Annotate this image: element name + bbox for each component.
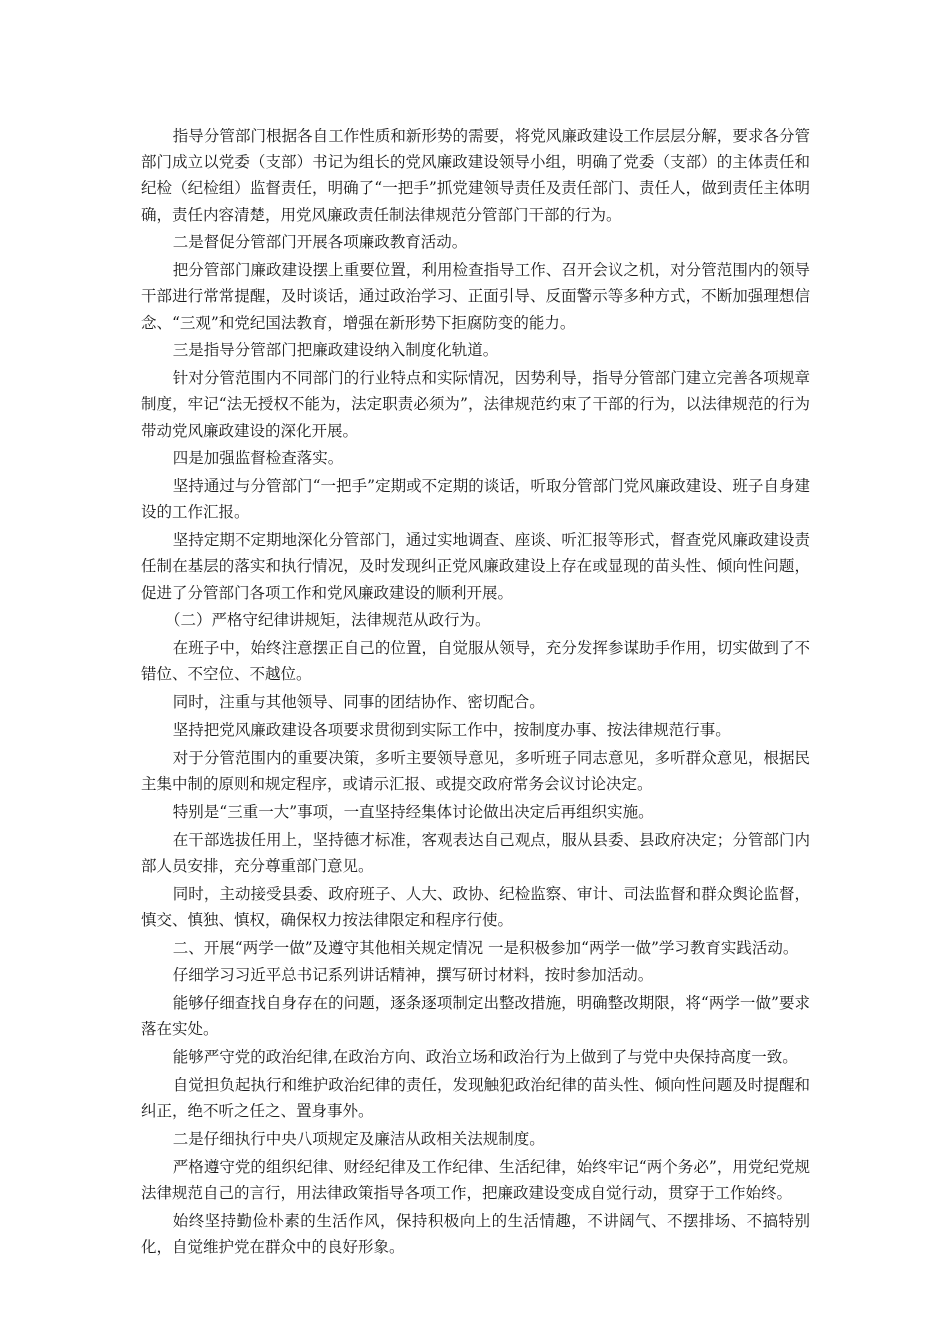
paragraph: 能够严守党的政治纪律,在政治方向、政治立场和政治行为上做到了与党中央保持高度一致。: [172, 1048, 798, 1067]
paragraph: 指导分管部门根据各自工作性质和新形势的需要，将党风廉政建设工作层层分解，要求各分管部门成立以党委（支部）书记为组长的党风廉政建设领导小组，明确了党委（支部）的主体责任和纪检（纪检组）监督责任，明确了“一把手”抓党建领导责任及责任部门、责任人，做到责任主体明确，责任内容清楚，用党风廉政责任制法律规范分管部门干部的行为。: [141, 127, 810, 224]
paragraph: 坚持定期不定期地深化分管部门，通过实地调查、座谈、听汇报等形式，督查党风廉政建设责任制在基层的落实和执行情况，及时发现纠正党风廉政建设上存在或显现的苗头性、倾向性问题，促进了分管部门各项工作和党风廉政建设的顺利开展。: [141, 531, 810, 602]
document-body: [141, 123, 810, 1262]
section-heading: 二是督促分管部门开展各项廉政教育活动。: [172, 233, 468, 252]
paragraph: 仔细学习习近平总书记系列讲话精神，撰写研讨材料，按时参加活动。: [172, 966, 654, 985]
paragraph: 自觉担负起执行和维护政治纪律的责任，发现触犯政治纪律的苗头性、倾向性问题及时提醒和纠正，绝不听之任之、置身事外。: [141, 1075, 810, 1121]
paragraph: 同时，注重与其他领导、同事的团结协作、密切配合。: [172, 693, 545, 712]
paragraph: 在干部选拔任用上，坚持德才标准，客观表达自己观点，服从县委、县政府决定；分管部门内部人员安排，充分尊重部门意见。: [141, 830, 810, 875]
paragraph: 把分管部门廉政建设摆上重要位置，利用检查指导工作、召开会议之机，对分管范围内的领导干部进行常常提醒，及时谈话，通过政治学习、正面引导、反面警示等多种方式，不断加强理想信念、“三观”和党纪国法教育，增强在新形势下拒腐防变的能力。: [141, 261, 810, 332]
paragraph: 坚持通过与分管部门“一把手”定期或不定期的谈话，听取分管部门党风廉政建设、班子自身建设的工作汇报。: [141, 477, 810, 522]
section-heading: （二）严格守纪律讲规矩，法律规范从政行为。: [165, 611, 491, 630]
paragraph: 对于分管范围内的重要决策，多听主要领导意见，多听班子同志意见，多听群众意见，根据民主集中制的原则和规定程序，或请示汇报、或提交政府常务会议讨论决定。: [141, 748, 810, 793]
paragraph: 在班子中，始终注意摆正自己的位置，自觉服从领导，充分发挥参谋助手作用，切实做到了不错位、不空位、不越位。: [141, 639, 810, 684]
paragraph: 能够仔细查找自身存在的问题，逐条逐项制定出整改措施，明确整改期限，将“两学一做”要求落在实处。: [141, 994, 810, 1039]
paragraph: 特别是“三重一大”事项，一直坚持经集体讨论做出决定后再组织实施。: [172, 802, 654, 821]
paragraph: 针对分管范围内不同部门的行业特点和实际情况，因势利导，指导分管部门建立完善各项规章制度，牢记“法无授权不能为，法定职责必须为”，法律规范约束了干部的行为，以法律规范的行为带动党风廉政建设的深化开展。: [141, 369, 810, 440]
paragraph: 坚持把党风廉政建设各项要求贯彻到实际工作中，按制度办事、按法律规范行事。: [172, 721, 731, 739]
section-heading: 四是加强监督检查落实。: [172, 449, 344, 468]
section-heading: 二、开展“两学一做”及遵守其他相关规定情况 一是积极参加“两学一做”学习教育实践活动。: [172, 938, 799, 957]
section-heading: 三是指导分管部门把廉政建设纳入制度化轨道。: [172, 341, 499, 360]
paragraph: 严格遵守党的组织纪律、财经纪律及工作纪律、生活纪律，始终牢记“两个务必”，用党纪党规法律规范自己的言行，用法律政策指导各项工作，把廉政建设变成自觉行动，贯穿于工作始终。: [141, 1157, 810, 1202]
paragraph: 同时，主动接受县委、政府班子、人大、政协、纪检监察、审计、司法监督和群众舆论监督，慎交、慎独、慎权，确保权力按法律限定和程序行使。: [141, 884, 810, 929]
section-heading: 二是仔细执行中央八项规定及廉洁从政相关法规制度。: [172, 1129, 545, 1148]
paragraph: 始终坚持勤俭朴素的生活作风，保持积极向上的生活情趣，不讲阔气、不摆排场、不搞特别化，自觉维护党在群众中的良好形象。: [141, 1211, 810, 1256]
